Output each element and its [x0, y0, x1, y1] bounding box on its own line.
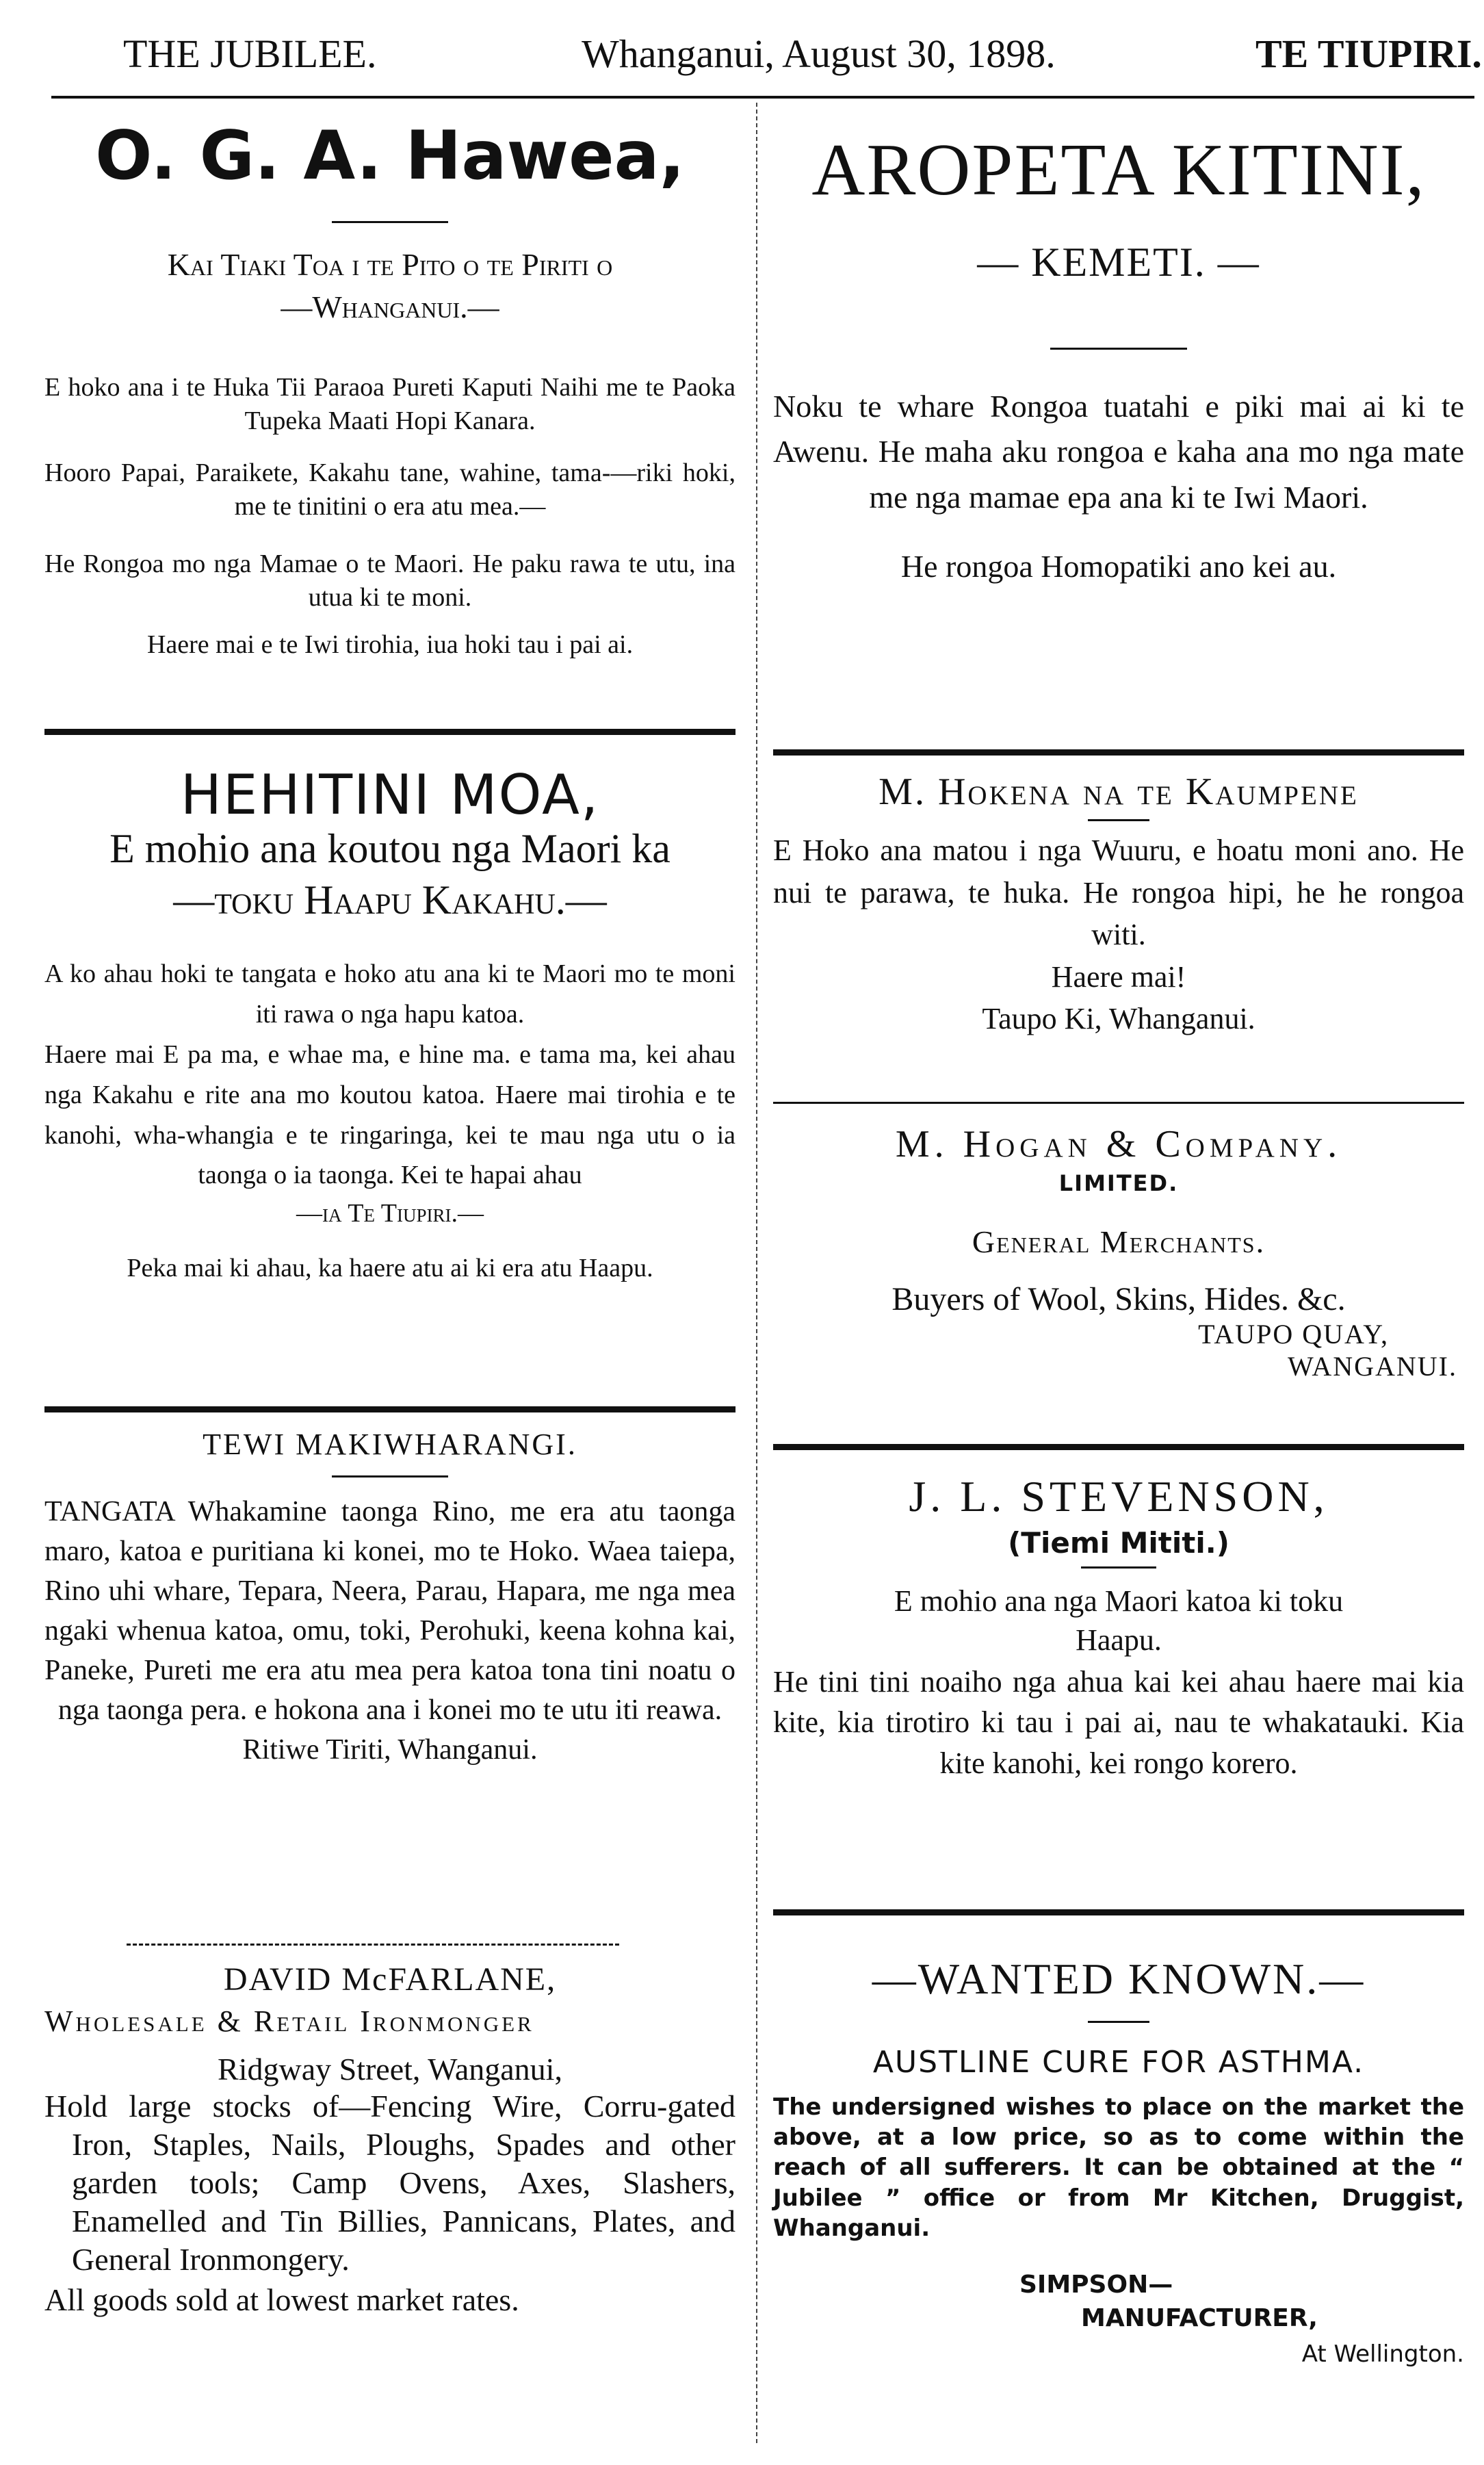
hawea-subtitle-2: —Whanganui.— — [281, 289, 499, 324]
wanted-sig-1: SIMPSON— — [1019, 2270, 1173, 2299]
hogan-bottom-rule — [773, 1444, 1464, 1450]
moa-line-2: —toku Haapu Kakahu.— — [173, 877, 607, 922]
wanted-short-rule — [1088, 2021, 1149, 2023]
stevenson-title: J. L. STEVENSON, — [909, 1472, 1329, 1521]
mcfarlane-address: Ridgway Street, Wanganui, — [218, 2052, 562, 2087]
mcfarlane-ad — [44, 1961, 736, 2320]
moa-line-1: E mohio ana koutou nga Maori ka — [109, 826, 671, 871]
tewi-short-rule — [332, 1475, 448, 1477]
hawea-para-4: Haere mai e te Iwi tirohia, iua hoki tau i pai ai. — [146, 630, 634, 660]
hawea-subtitle-1: Kai Tiaki Toa i te Pito o te Piriti o — [167, 246, 613, 282]
wanted-ad — [773, 1954, 1464, 2368]
mcfarlane-footer: All goods sold at lowest market rates. — [44, 2282, 519, 2317]
hokena-haere-mai: Haere mai! — [1051, 959, 1186, 994]
mcfarlane-trade: Wholesale & Retail Ironmonger — [44, 2004, 534, 2038]
tewi-bottom-rule — [127, 1944, 619, 1946]
hawea-title: O. G. A. Hawea, — [95, 117, 685, 195]
tewi-body: TANGATA Whakamine taonga Rino, me era atu taonga maro, katoa e puritiana ki konei, mo te Hoko. Waea taiepa, Rino uhi whare, Tepara, Neera, Parau, Hapara, me nga mea ngaki whenua katoa, omu, toki, Perohuki, keena kohna kai, Paneke, Pureti me era atu mea pera katoa tona tini noatu o nga taonga pera. e hokona ana i konei mo te utu iti reawa. — [44, 1496, 736, 1726]
kitini-body: Noku te whare Rongoa tuatahi e piki mai ai ki te Awenu. He maha aku rongoa e kaha ana mo nga mate me nga mamae epa ana ki te Iwi Maori. — [773, 388, 1464, 515]
stevenson-short-rule — [1081, 1566, 1156, 1569]
masthead — [48, 31, 1484, 99]
wanted-sig-2: MANUFACTURER, — [1081, 2303, 1318, 2332]
hawea-para-3: He Rongoa mo nga Mamae o te Maori. He paku rawa te utu, ina utua ki te moni. — [44, 549, 736, 612]
kitini-footer: He rongoa Homopatiki ano kei au. — [900, 548, 1337, 584]
kitini-ad — [773, 130, 1464, 584]
wanted-product: AUSTLINE CURE FOR ASTHMA. — [872, 2045, 1365, 2080]
hokena-bottom-rule — [773, 1102, 1464, 1104]
hawea-bottom-rule — [44, 729, 736, 735]
wanted-body: The undersigned wishes to place on the market the above, at a low price, so as to come within the reach of all sufferers. It can be obtained at the “ Jubilee ” office or from Mr Kitchen, Druggist, Whanganui. — [773, 2093, 1464, 2242]
hogan-title: M. Hogan & Company. — [895, 1123, 1342, 1165]
hokena-ad — [773, 770, 1464, 1040]
hogan-address-2: WANGANUI. — [1288, 1351, 1457, 1382]
wanted-sig-3: At Wellington. — [1301, 2340, 1464, 2368]
masthead-date: Whanganui, August 30, 1898. — [582, 31, 1056, 76]
moa-para-2: Haere mai E pa ma, e whae ma, e hine ma. e tama ma, kei ahau nga Kakahu e rite ana mo koutou katoa. Haere mai tirohia e te kanohi, wha-whangia e te ringaringa, kei te mau nga utu o ia taonga o ia taonga. Kei te hapai ahau — [44, 1040, 736, 1190]
column-divider — [756, 103, 757, 2443]
stevenson-bottom-rule — [773, 1909, 1464, 1915]
moa-title: HEHITINI MOA, — [180, 763, 600, 827]
moa-para-1: A ko ahau hoki te tangata e hoko atu ana ki te Maori mo te moni iti rawa o nga hapu katoa. — [44, 959, 736, 1029]
moa-para-2-end: —ia Te Tiupiri.— — [296, 1199, 484, 1228]
hawea-ad — [44, 117, 736, 662]
hogan-limited: LIMITED. — [1058, 1170, 1179, 1196]
hogan-ad — [773, 1122, 1464, 1382]
stevenson-ad — [773, 1471, 1464, 1783]
moa-bottom-rule — [44, 1406, 736, 1412]
moa-ad — [44, 763, 736, 1287]
kitini-short-rule — [1050, 348, 1187, 350]
mcfarlane-name: DAVID McFARLANE, — [223, 1961, 557, 1998]
stevenson-line-2: Haapu. — [1076, 1623, 1162, 1657]
hokena-short-rule — [1088, 819, 1149, 821]
hawea-para-1: E hoko ana i te Huka Tii Paraoa Pureti Kaputi Naihi me te Paoka Tupeka Maati Hopi Kanara. — [44, 372, 736, 436]
hokena-address: Taupo Ki, Whanganui. — [982, 1002, 1255, 1036]
moa-para-3: Peka mai ki ahau, ka haere atu ai ki era atu Haapu. — [127, 1253, 653, 1282]
kitini-title: AROPETA KITINI, — [811, 129, 1426, 211]
hokena-title: M. Hokena na te Kaumpene — [878, 771, 1359, 813]
hawea-para-2: Hooro Papai, Paraikete, Kakahu tane, wahine, tama-—riki hoki, me te tinitini o era atu mea.— — [44, 458, 736, 521]
hogan-address-1: TAUPO QUAY, — [1198, 1319, 1389, 1350]
hogan-buyers: Buyers of Wool, Skins, Hides. &c. — [891, 1281, 1346, 1317]
hokena-body: E Hoko ana matou i nga Wuuru, e hoatu moni ano. He nui te parawa, te huka. He rongoa hipi, he he rongoa witi. — [773, 834, 1464, 952]
masthead-left: THE JUBILEE. — [123, 31, 377, 76]
tewi-signoff: Ritiwe Tiriti, Whanganui. — [242, 1733, 538, 1766]
tewi-title: TEWI MAKIWHARANGI. — [203, 1428, 577, 1461]
stevenson-body: He tini tini noaiho nga ahua kai kei ahau haere mai kia kite, kia tirotiro ki tau i pai ai, nau te whakatauki. Kia kite kanohi, kei rongo korero. — [773, 1665, 1464, 1780]
masthead-right: TE TIUPIRI. — [1255, 31, 1482, 76]
kitini-bottom-rule — [773, 749, 1464, 756]
hogan-merchants: General Merchants. — [972, 1224, 1266, 1259]
masthead-rule — [51, 96, 1474, 99]
tewi-ad — [44, 1427, 736, 1770]
kitini-subtitle: — KEMETI. — — [977, 239, 1260, 285]
hawea-short-rule — [332, 221, 448, 223]
mcfarlane-body: Hold large stocks of—Fencing Wire, Corru-gated Iron, Staples, Nails, Ploughs, Spades and other garden tools; Camp Ovens, Axes, Slashers, Enamelled and Tin Billies, Pannicans, Plates, and General Ironmongery. — [44, 2089, 736, 2277]
stevenson-subtitle: (Tiemi Mititi.) — [1008, 1526, 1229, 1560]
stevenson-line-1: E mohio ana nga Maori katoa ki toku — [894, 1584, 1344, 1618]
wanted-title: —WANTED KNOWN.— — [872, 1954, 1366, 2003]
